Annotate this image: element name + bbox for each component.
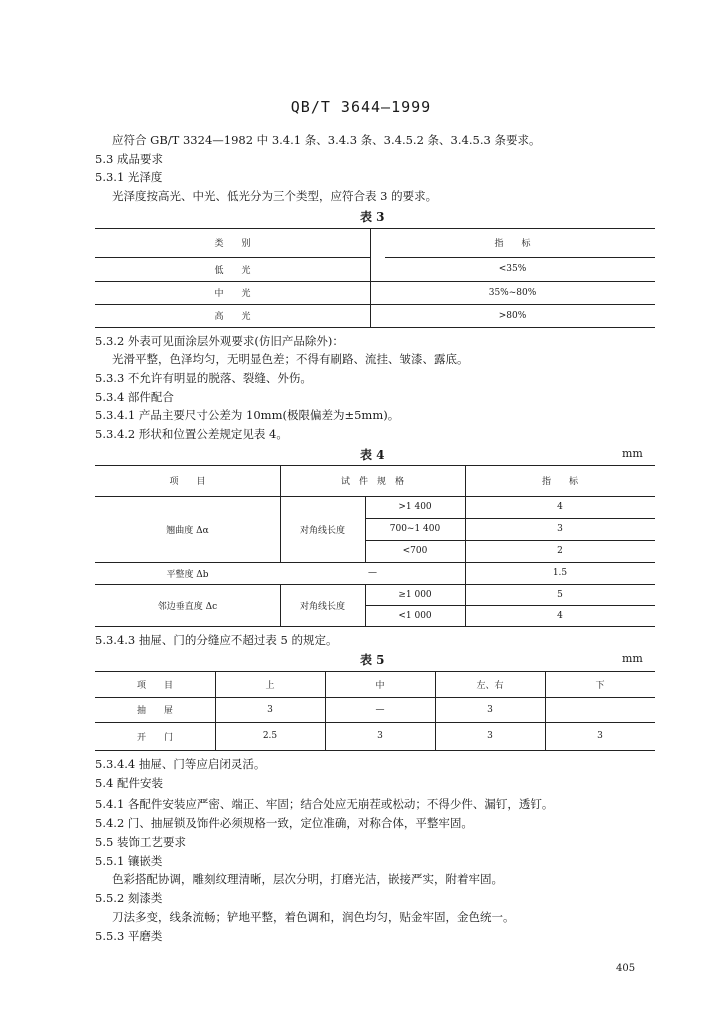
table-cell: —	[368, 568, 377, 578]
table-cell: ≥1 000	[398, 589, 432, 600]
table-cell: 700~1 400	[389, 524, 441, 534]
paragraph: 刀法多变，线条流畅；铲地平整，着色调和，润色均匀，贴金牢固，金色统一。	[112, 910, 515, 924]
section-heading: 5.3.3 不允许有明显的脱落、裂缝、外伤。	[95, 371, 312, 385]
section-heading: 5.5 装饰工艺要求	[95, 835, 186, 849]
paragraph: 应符合 GB/T 3324—1982 中 3.4.1 条、3.4.3 条、3.4.5.2 条、3.4.5.3 条要求。	[112, 133, 541, 147]
table-header: 指 标	[541, 477, 578, 487]
table-header: 试 件 规 格	[340, 477, 404, 487]
table-cell: 中 光	[214, 289, 251, 299]
table-cell: <1 000	[398, 610, 432, 621]
table-cell: 对角线长度	[299, 601, 345, 612]
table-cell: 3	[487, 704, 493, 715]
table-header: 左、右	[476, 680, 504, 691]
section-heading: 5.3.4.1 产品主要尺寸公差为 10mm(极限偏差为±5mm)。	[95, 408, 400, 422]
table-cell: 3	[267, 704, 273, 715]
table-cell: 5	[557, 589, 563, 600]
section-heading: 5.3 成品要求	[95, 152, 163, 166]
table-header: 项 目	[136, 680, 173, 691]
table-5-caption: 表 5	[360, 653, 385, 667]
table-cell: 高 光	[214, 312, 251, 322]
table-header: 下	[595, 680, 605, 691]
table-3-caption: 表 3	[360, 210, 385, 224]
table-cell: 邻边垂直度 Δc	[157, 601, 218, 612]
table-header: 项 目	[169, 477, 206, 487]
table-cell: —	[375, 704, 385, 715]
section-heading: 5.4.1 各配件安装应严密、端正、牢固；结合处应无崩茬或松动；不得少件、漏钉，透钉。	[95, 797, 554, 811]
section-heading: 5.3.2 外表可见面涂层外观要求(仿旧产品除外)：	[95, 334, 344, 348]
table-header: 上	[265, 680, 275, 691]
table-cell: 对角线长度	[299, 525, 345, 536]
table-cell	[545, 697, 655, 722]
section-heading: 5.3.4.4 抽屉、门等应启闭灵活。	[95, 757, 266, 771]
table-cell: >80%	[498, 310, 527, 321]
paragraph: 光滑平整，色泽均匀，无明显色差；不得有刷路、流挂、皱漆、露底。	[112, 352, 469, 366]
table-cell: 平整度 Δb	[166, 569, 209, 580]
section-heading: 5.5.3 平磨类	[95, 929, 163, 943]
table-cell: 2	[557, 546, 563, 556]
table-cell: 3	[377, 731, 383, 741]
section-heading: 5.4 配件安装	[95, 776, 163, 790]
table-cell: >1 400	[398, 502, 432, 512]
table-cell: 开 门	[136, 732, 173, 743]
table-4-unit: mm	[622, 447, 643, 460]
table-cell: 2.5	[262, 731, 278, 741]
section-heading: 5.5.2 刻漆类	[95, 891, 163, 905]
table-cell: <35%	[498, 264, 527, 274]
table-header: 类 别	[214, 239, 251, 249]
table-header: 中	[375, 680, 385, 691]
section-heading: 5.3.4.3 抽屉、门的分缝应不超过表 5 的规定。	[95, 633, 338, 647]
table-cell: 4	[557, 610, 563, 621]
page-number: 405	[616, 963, 636, 974]
table-cell: 1.5	[552, 568, 568, 578]
section-heading: 5.3.4.2 形状和位置公差规定见表 4。	[95, 427, 288, 441]
paragraph: 色彩搭配协调，雕刻纹理清晰，层次分明，打磨光洁，嵌接严实，附着牢固。	[112, 872, 503, 886]
table-cell: <700	[402, 546, 428, 556]
table-cell: 3	[487, 731, 493, 741]
section-heading: 5.5.1 镶嵌类	[95, 854, 163, 868]
section-heading: 5.4.2 门、抽屉锁及饰件必须规格一致，定位准确，对称合体，平整牢固。	[95, 816, 473, 830]
table-cell: 4	[557, 502, 563, 512]
table-cell: 翘曲度 Δα	[166, 525, 209, 536]
table-cell: 3	[597, 731, 603, 741]
table-cell: 3	[557, 524, 563, 534]
table-5-unit: mm	[622, 652, 643, 665]
table-cell: 35%~80%	[488, 287, 537, 298]
table-cell: 抽 屉	[136, 706, 173, 716]
section-heading: 5.3.4 部件配合	[95, 390, 174, 404]
table-cell: 低 光	[214, 265, 251, 276]
table-header: 指 标	[494, 239, 531, 249]
page-header: QB/T 3644—1999	[290, 98, 432, 116]
table-4-caption: 表 4	[360, 448, 385, 462]
section-heading: 5.3.1 光泽度	[95, 170, 163, 184]
paragraph: 光泽度按高光、中光、低光分为三个类型，应符合表 3 的要求。	[112, 189, 438, 203]
